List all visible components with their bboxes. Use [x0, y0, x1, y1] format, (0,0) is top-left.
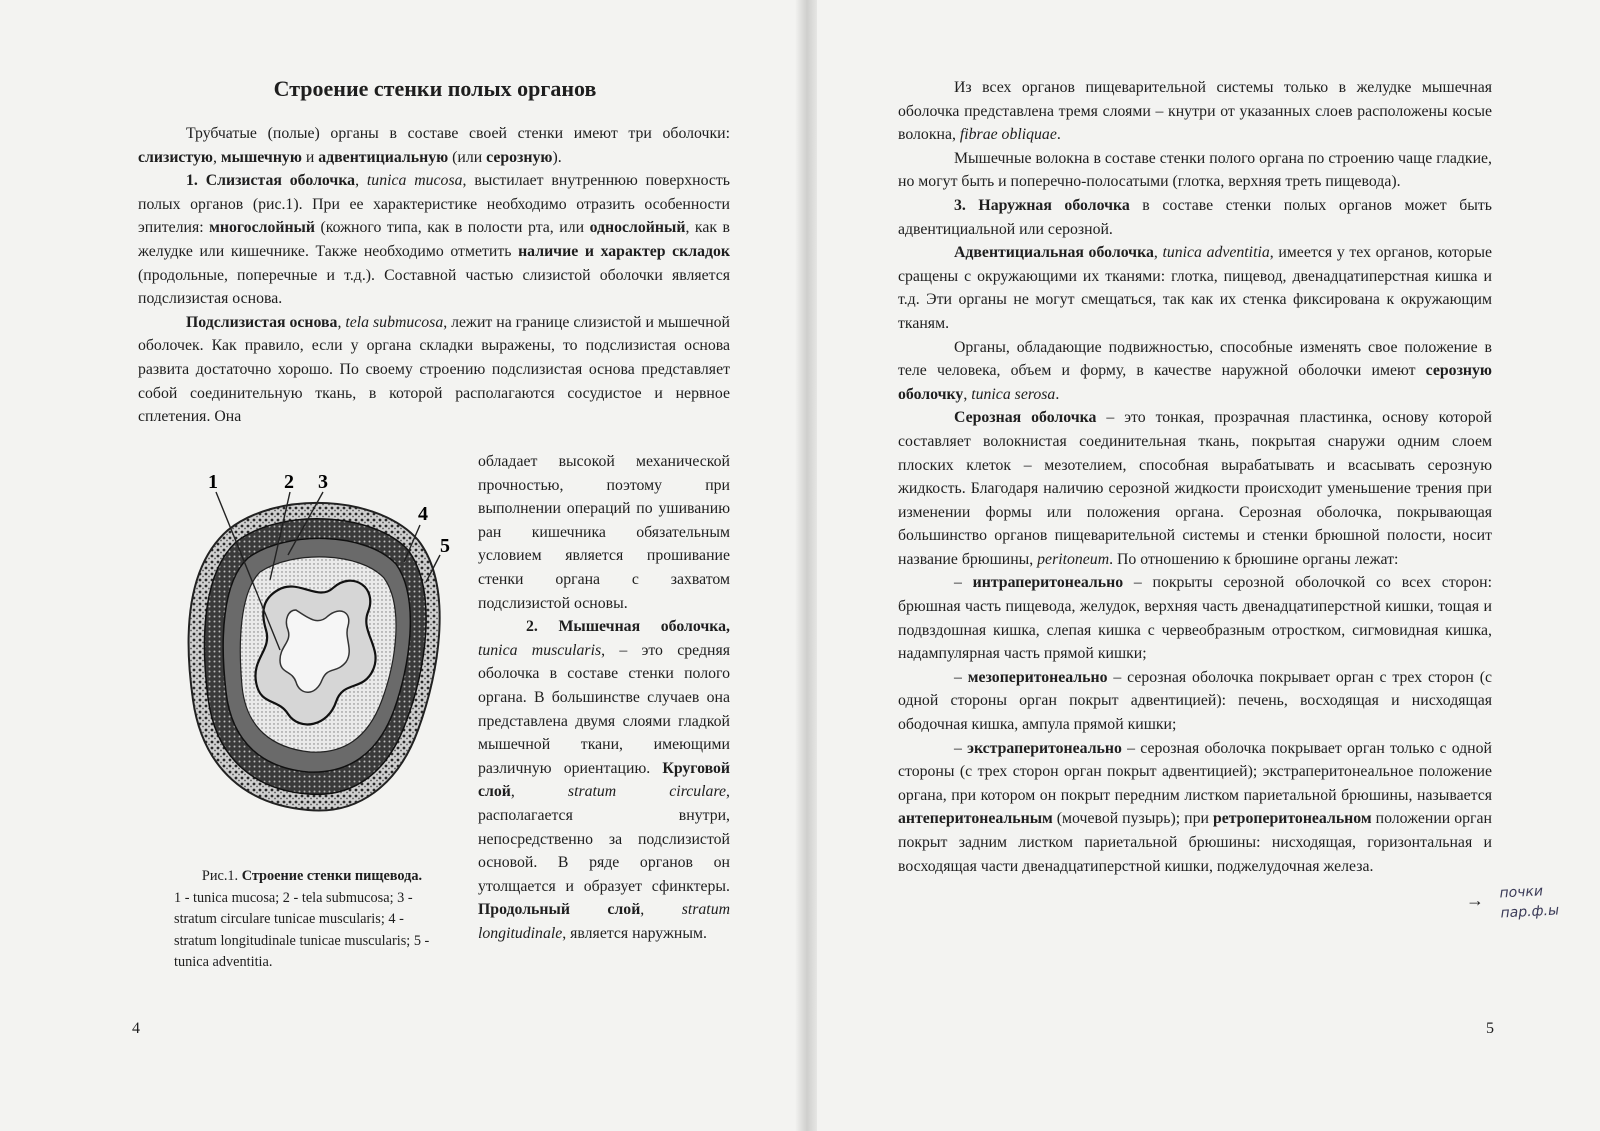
figure-label-4: 4 [418, 503, 428, 525]
list-item-extraperitoneal: – экстраперитонеально – серозная оболочка покрывает орган только с одной стороны (с трех сторон орган покрыт адвентицией); экстраперитонеальное положение органа, при котором он покрыт передним листком париетальной брюшины, называется антеперитонеальным (мочевой пузырь); при ретроперитонеальном положении орган покрыт задним листком париетальной брюшины: нисходящая, горизонтальная и восходящая части двенадцатиперстной кишки, поджелудочная железа. [898, 739, 1492, 875]
paragraph-outer-layer: 3. Наружная оболочка в составе стенки полых органов может быть адвентициальной или серозной. [898, 196, 1492, 238]
figure-label-3: 3 [318, 471, 328, 493]
paragraph-mucosa: 1. Слизистая оболочка, tunica mucosa, выстилает внутреннюю поверхность полых органов (рис.1). При ее характеристике необходимо отразить особенности эпителия: многослойный (кожного типа, как в полости рта, или однослойный, как в желудке или кишечнике. Также необходимо отметить наличие и характер складок (продольные, поперечные и т.д.). Составной частью слизистой оболочки является подслизистая основа. [138, 172, 731, 308]
paragraph-muscularis: 2. Мышечная оболочка, tunica muscularis, – это средняя оболочка в составе стенки полого органа. В большинстве случаев она представлена двумя слоями гладкой мышечной ткани, имеющими различную ориентацию. Круговой слой, stratum circulare, располагается внутри, непосредственно за подслизистой основой. В ряде органов он утолщается и образует сфинктеры. Продольный слой, stratum longitudinale, является наружным. [478, 618, 730, 942]
paragraph-adventitia: Адвентициальная оболочка, tunica adventitia, имеется у тех органов, которые сращены с окружающими их тканями: глотка, пищевод, двенадцатиперстная кишка и т.д. Эти органы не могут смещаться, так как их стенка фиксирована к окружающим тканям. [898, 244, 1492, 332]
paragraph-submucosa: Подслизистая основа, tela submucosa, лежит на границе слизистой и мышечной оболочек. Как правило, если у органа складки выражены, то подслизистая основа развита достаточно хорошо. По своему строению подслизистая основа представляет собой соединительную ткань, в которой располагаются сосудистое и нервное сплетения. Она [138, 313, 731, 426]
paragraph-stomach-layers: Из всех органов пищеварительной системы только в желудке мышечная оболочка представлена тремя слоями – кнутри от указанных слоев расположены косые волокна, fibrae obliquae. [898, 79, 1492, 144]
page-title: Строение стенки полых органов [273, 76, 597, 101]
paragraph-muscle-fibers: Мышечные волокна в составе стенки полого органа по строению чаще гладкие, но могут быть и поперечно-полосатыми (глотка, верхняя треть пищевода). [898, 149, 1492, 191]
figure-label-2: 2 [284, 471, 294, 493]
esophagus-wall-figure [168, 470, 468, 865]
list-item-mesoperitoneal: – мезоперитонеально – серозная оболочка покрывает орган с трех сторон (с одной стороны орган покрыт адвентицией): печень, восходящая и нисходящая ободочная кишка, ампула прямой кишки; [898, 668, 1492, 734]
paragraph-serosa: Серозная оболочка – это тонкая, прозрачная пластинка, основу которой составляет волокнистая соединительная ткань, покрытая снаружи одним слоем плоских клеток – мезотелием, способная вырабатывать и всасывать серозную жидкость. Благодаря наличию серозной жидкости происходит уменьшение трения при изменении формы или положения органа. Серозная оболочка, покрывающая большинство органов пищеварительной системы и стенки брюшной полости, носит название брюшины, peritoneum. По отношению к брюшине органы лежат: [898, 409, 1492, 568]
handwritten-note: почки пар.ф.ы [1499, 883, 1560, 922]
paragraph-mobile-organs: Органы, обладающие подвижностью, способные изменять свое положение в теле человека, объем и форму, в качестве наружной оболочки имеют серозную оболочку, tunica serosa. [898, 338, 1492, 403]
paragraph-submucosa-cont: обладает высокой механической прочностью, поэтому при выполнении операций по ушиванию ран кишечника обязательным условием является прошивание стенки органа с захватом подслизистой основы. [478, 453, 730, 612]
list-item-intraperitoneal: – интраперитонеально – покрыты серозной оболочкой со всех сторон: брюшная часть пищевода, желудок, верхняя часть двенадцатиперстной кишки, тощая и подвздошная кишка, слепая кишка с червеобразным отростком, сигмовидная кишка, надампулярная часть прямой кишки; [898, 574, 1492, 663]
page-number-left: 4 [132, 1020, 140, 1037]
handwritten-arrow-icon: → [1466, 890, 1484, 910]
right-main-text [898, 76, 1492, 878]
figure-label-5: 5 [440, 535, 450, 557]
left-main-text [138, 122, 730, 429]
caption-legend: 1 - tunica mucosa; 2 - tela submucosa; 3 - stratum circulare tunicae muscularis; 4 - stratum longitudinale tunicae muscularis; 5 - tunica adventitia. [174, 889, 430, 970]
paragraph-intro: Трубчатые (полые) органы в составе своей стенки имеют три оболочки: слизистую, мышечную и адвентициальную (или серозную). [138, 125, 730, 166]
figure-label-1: 1 [208, 471, 218, 493]
left-side-text [478, 450, 730, 945]
figure-caption: Рис.1. Строение стенки пищевода. 1 - tunica mucosa; 2 - tela submucosa; 3 - stratum circulare tunicae muscularis; 4 - stratum longitudinale tunicae muscularis; 5 - tunica adventitia. [174, 866, 450, 974]
page-number-right: 5 [1486, 1020, 1494, 1037]
